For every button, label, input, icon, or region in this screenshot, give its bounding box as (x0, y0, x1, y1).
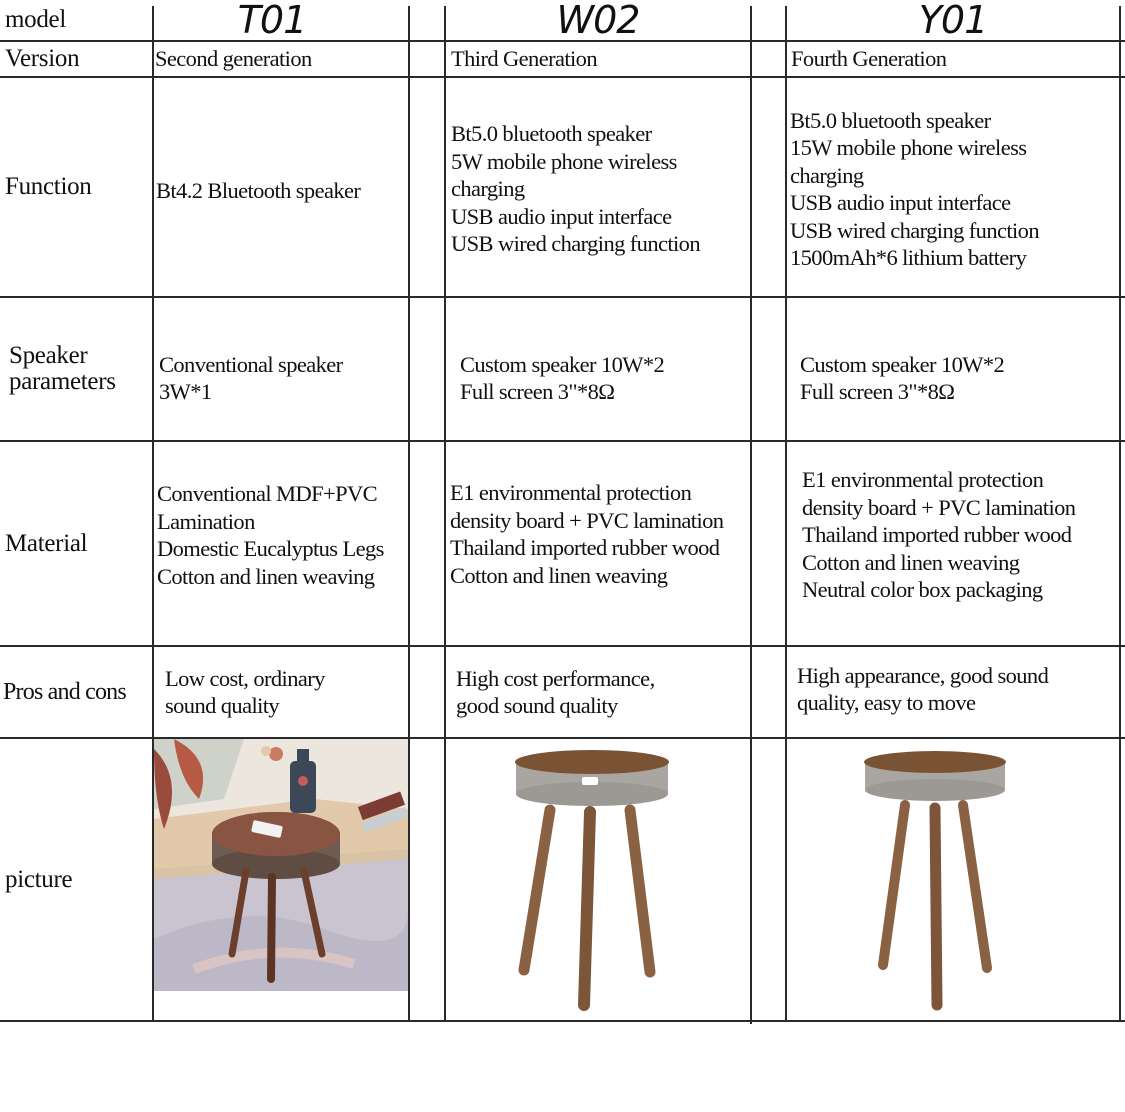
material-y01: E1 environmental protection density board + PVC lamination Thailand imported rubber wood Cotton and linen weaving Neutral color box packaging (802, 467, 1076, 603)
row-label-material: Material (5, 529, 88, 557)
column-divider (408, 6, 410, 1022)
speaker-w02: Custom speaker 10W*2 Full screen 3"*8Ω (460, 351, 665, 404)
row-divider (0, 1020, 1125, 1022)
column-divider (750, 6, 752, 1024)
speaker-t01: Conventional speaker 3W*1 (159, 351, 343, 404)
pros-cons-t01: Low cost, ordinary sound quality (165, 665, 325, 718)
function-w02: Bt5.0 bluetooth speaker 5W mobile phone wireless charging USB audio input interface USB wired charging function (451, 121, 700, 257)
material-w02: E1 environmental protection density board + PVC lamination Thailand imported rubber wood Cotton and linen weaving (450, 480, 724, 588)
t01-product-photo (154, 739, 408, 991)
model-name-y01: Y01 (918, 0, 988, 42)
version-y01: Fourth Generation (791, 46, 947, 72)
function-t01: Bt4.2 Bluetooth speaker (156, 178, 361, 204)
column-divider (444, 6, 446, 1022)
row-label-speaker-parameters: Speaker parameters (9, 342, 116, 395)
row-label-function: Function (5, 173, 92, 200)
row-label-model: model (5, 6, 66, 33)
model-name-t01: T01 (237, 0, 307, 42)
pros-cons-w02: High cost performance, good sound quality (456, 665, 655, 718)
column-divider (785, 6, 787, 1022)
pros-cons-y01: High appearance, good sound quality, easy to move (797, 662, 1049, 715)
row-label-picture: picture (5, 865, 73, 893)
function-y01: Bt5.0 bluetooth speaker 15W mobile phone wireless charging USB audio input interface USB wired charging function 1500mAh*6 lithium battery (790, 107, 1039, 270)
row-label-version: Version (5, 45, 80, 72)
y01-product-photo (855, 750, 1015, 1012)
column-divider (1119, 6, 1121, 1022)
version-w02: Third Generation (451, 46, 597, 72)
model-name-w02: W02 (556, 0, 640, 42)
row-label-pros-and-cons: Pros and cons (3, 679, 126, 705)
w02-product-photo (502, 750, 682, 1012)
version-t01: Second generation (155, 46, 312, 72)
speaker-y01: Custom speaker 10W*2 Full screen 3"*8Ω (800, 351, 1005, 404)
material-t01: Conventional MDF+PVC Lamination Domestic Eucalyptus Legs Cotton and linen weaving (157, 481, 384, 589)
